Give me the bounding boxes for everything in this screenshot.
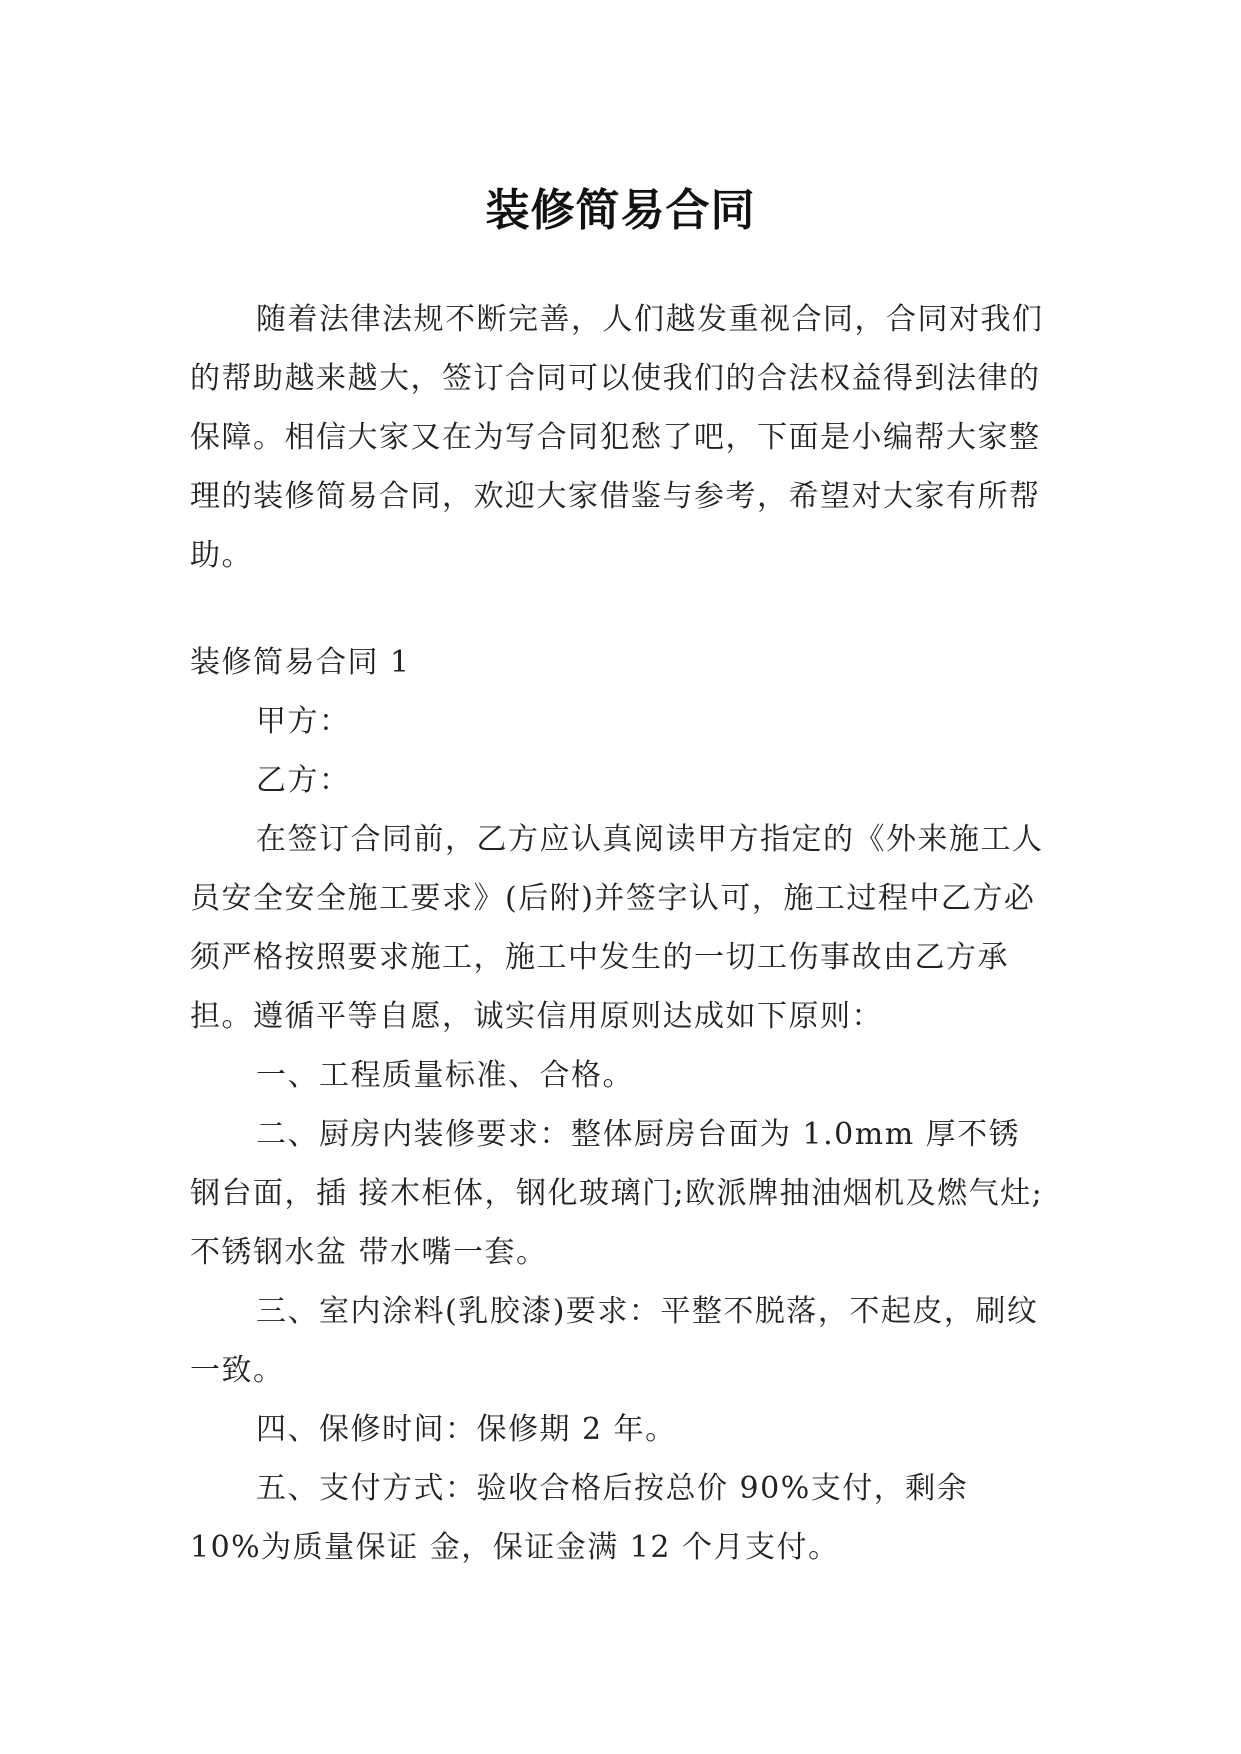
clause-5: 五、支付方式：验收合格后按总价 90%支付，剩余 10%为质量保证 金，保证金满 12 个月支付。 [190, 1471, 969, 1565]
contract-section [190, 633, 1050, 1577]
preamble-paragraph: 在签订合同前，乙方应认真阅读甲方指定的《外来施工人员安全安全施工要求》(后附)并签字认可，施工过程中乙方必须严格按照要求施工，施工中发生的一切工伤事故由乙方承担。遵循平等自愿，诚实信用原则达成如下原则： [190, 822, 1044, 1034]
intro-paragraph: 随着法律法规不断完善，人们越发重视合同，合同对我们的帮助越来越大，签订合同可以使我们的合法权益得到法律的保障。相信大家又在为写合同犯愁了吧，下面是小编帮大家整理的装修简易合同，欢迎大家借鉴与参考，希望对大家有所帮助。 [190, 302, 1044, 573]
clause-3: 三、室内涂料(乳胶漆)要求：平整不脱落，不起皮，刷纹一致。 [190, 1294, 1039, 1388]
clause-4: 四、保修时间：保修期 2 年。 [256, 1412, 677, 1447]
party-b-line: 乙方： [256, 763, 351, 798]
clause-2: 二、厨房内装修要求：整体厨房台面为 1.0mm 厚不锈钢台面，插 接木柜体，钢化玻璃门;欧派牌抽油烟机及燃气灶;不锈钢水盆 带水嘴一套。 [190, 1117, 1044, 1270]
section-title: 装修简易合同 1 [190, 645, 411, 680]
clause-1: 一、工程质量标准、合格。 [256, 1058, 634, 1093]
party-a-line: 甲方： [256, 704, 351, 739]
document-title: 装修简易合同 [485, 185, 756, 237]
intro-section [190, 290, 1050, 585]
